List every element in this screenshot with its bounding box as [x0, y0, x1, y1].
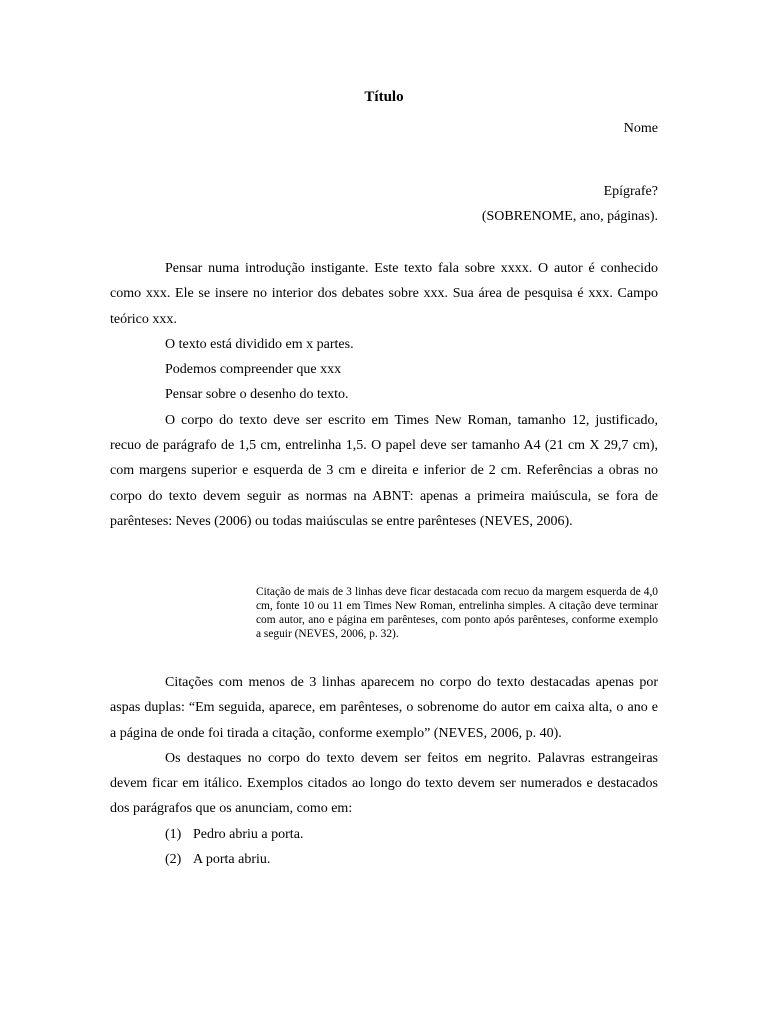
body-section-1 — [110, 256, 658, 534]
block-quote — [256, 585, 658, 641]
paragraph-formatting-rules: O corpo do texto deve ser escrito em Times New Roman, tamanho 12, justificado, recuo de parágrafo de 1,5 cm, entrelinha 1,5. O papel deve ser tamanho A4 (21 cm X 29,7 cm), com margens superior e esquerda de 3 cm e direita e inferior de 2 cm. Referências a obras no corpo do texto devem seguir as normas na ABNT: apenas a primeira maiúscula, se fora de parênteses: Neves (2006) ou todas maiúsculas se entre parênteses (NEVES, 2006). — [110, 412, 658, 529]
author-name: Nome — [623, 121, 658, 136]
paragraph-short-citations: Citações com menos de 3 linhas aparecem no corpo do texto destacadas apenas por aspas duplas: “Em seguida, aparece, em parênteses, o sobrenome do autor em caixa alta, o ano e a página de onde foi tirada a citação, conforme exemplo” (NEVES, 2006, p. 40). — [110, 675, 658, 741]
document-title: Título — [364, 89, 404, 105]
example-text: A porta abriu. — [193, 852, 271, 868]
paragraph-understanding: Podemos compreender que xxx — [165, 362, 342, 378]
example-item — [110, 822, 658, 847]
epigraph: Epígrafe? — [603, 184, 658, 199]
paragraph-parts: O texto está dividido em x partes. — [165, 336, 354, 352]
paragraph-introduction: Pensar numa introdução instigante. Este texto fala sobre xxxx. O autor é conhecido como xxx. Ele se insere no interior dos debates sobre xxx. Sua área de pesquisa é xxx. Campo teórico xxx. — [110, 261, 658, 327]
block-quote-text: Citação de mais de 3 linhas deve ficar destacada com recuo da margem esquerda de 4,0 cm, fonte 10 ou 11 em Times New Roman, entrelinha simples. A citação deve terminar com autor, ano e página em parênteses, com ponto após parênteses, conforme exemplo a seguir (NEVES, 2006, p. 32). — [256, 586, 658, 640]
body-section-2 — [110, 670, 658, 872]
paragraph-design: Pensar sobre o desenho do texto. — [165, 387, 349, 403]
example-number: (1) — [165, 826, 182, 842]
example-number: (2) — [165, 852, 182, 868]
epigraph-source: (SOBRENOME, ano, páginas). — [481, 209, 658, 224]
example-item — [110, 847, 658, 872]
example-text: Pedro abriu a porta. — [193, 826, 304, 842]
paragraph-highlights: Os destaques no corpo do texto devem ser feitos em negrito. Palavras estrangeiras devem ficar em itálico. Exemplos citados ao longo do texto devem ser numerados e destacados dos parágrafos que os anunciam, como em: — [110, 750, 658, 817]
